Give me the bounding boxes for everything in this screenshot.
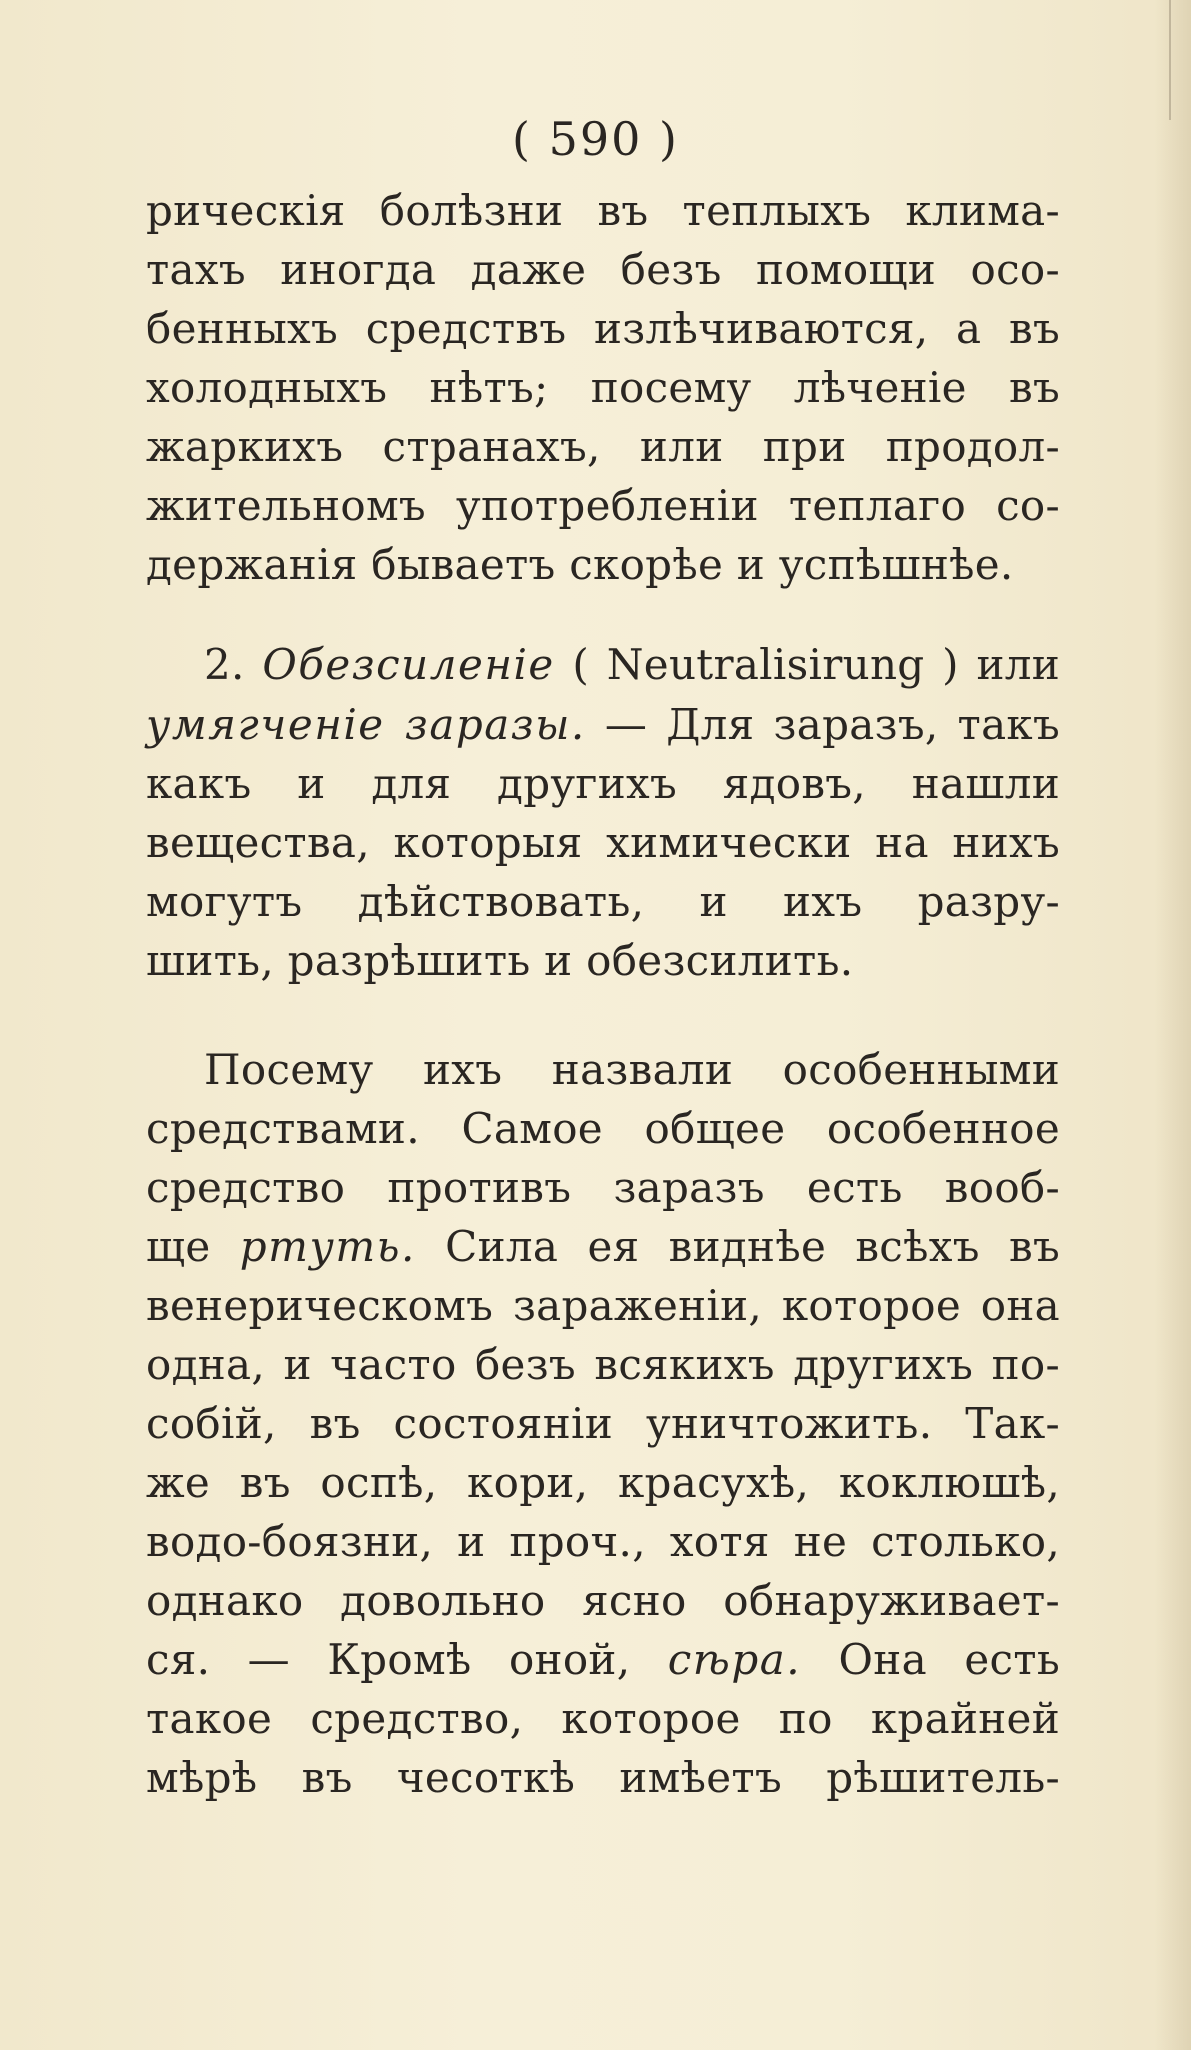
text-line: холодныхъ нѣтъ; посему лѣченіе въ [146, 363, 1060, 412]
text-line: водо-боязни, и проч., хотя не столько, [146, 1517, 1060, 1566]
text-line [204, 640, 1060, 690]
text-line: собій, въ состояніи уничтожить. Так- [146, 1399, 1060, 1448]
page-edge-shadow [1155, 0, 1191, 2050]
text-line: Посему ихъ назвали особенными [204, 1045, 1060, 1094]
text-span: ся. — Кромѣ оной, [146, 1635, 631, 1684]
text-line: шить, разрѣшить и обезсилить. [146, 936, 854, 985]
section-number: 2. [204, 640, 245, 689]
text-line: могутъ дѣйствовать, и ихъ разру- [146, 877, 1060, 926]
text-line: жаркихъ странахъ, или при продол- [146, 422, 1060, 471]
text-span: или [976, 640, 1061, 689]
text-line [146, 1222, 1060, 1272]
text-line: держанія бываетъ скорѣе и успѣшнѣе. [146, 540, 1014, 589]
text-line: однако довольно ясно обнаруживает- [146, 1576, 1060, 1625]
text-line: какъ и для другихъ ядовъ, нашли [146, 759, 1060, 808]
italic-term: сѣра. [667, 1635, 802, 1684]
text-line: рическія болѣзни въ теплыхъ клима- [146, 186, 1060, 235]
italic-term: ртуть. [239, 1222, 416, 1271]
parenthetical: ( Neutralisirung ) [572, 640, 959, 689]
text-line: бенныхъ средствъ излѣчиваются, а въ [146, 304, 1060, 353]
text-line: же въ оспѣ, кори, красухѣ, коклюшѣ, [146, 1458, 1060, 1507]
text-line: средство противъ заразъ есть вооб- [146, 1163, 1060, 1212]
text-span: ще [146, 1222, 211, 1271]
text-line: тахъ иногда даже безъ помощи осо- [146, 245, 1060, 294]
text-line: мѣрѣ въ чесоткѣ имѣетъ рѣшитель- [146, 1753, 1060, 1802]
text-line: одна, и часто безъ всякихъ другихъ по- [146, 1340, 1060, 1389]
page-number: ( 590 ) [512, 112, 679, 166]
text-span: Сила ея виднѣе всѣхъ въ [445, 1222, 1060, 1271]
text-line: вещества, которыя химически на нихъ [146, 818, 1060, 867]
text-span: Она есть [838, 1635, 1060, 1684]
text-line: венерическомъ зараженіи, которое она [146, 1281, 1060, 1330]
page-edge-line [1169, 0, 1171, 120]
text-span: — Для заразъ, такъ [604, 700, 1061, 749]
text-line [146, 700, 1060, 750]
italic-term: Обезсиленіе [262, 640, 555, 689]
italic-term: умягченіе заразы. [146, 700, 586, 749]
text-line: такое средство, которое по крайней [146, 1694, 1060, 1743]
text-line: средствами. Самое общее особенное [146, 1104, 1060, 1153]
text-line: жительномъ употребленіи теплаго со- [146, 481, 1060, 530]
text-line [146, 1635, 1060, 1685]
